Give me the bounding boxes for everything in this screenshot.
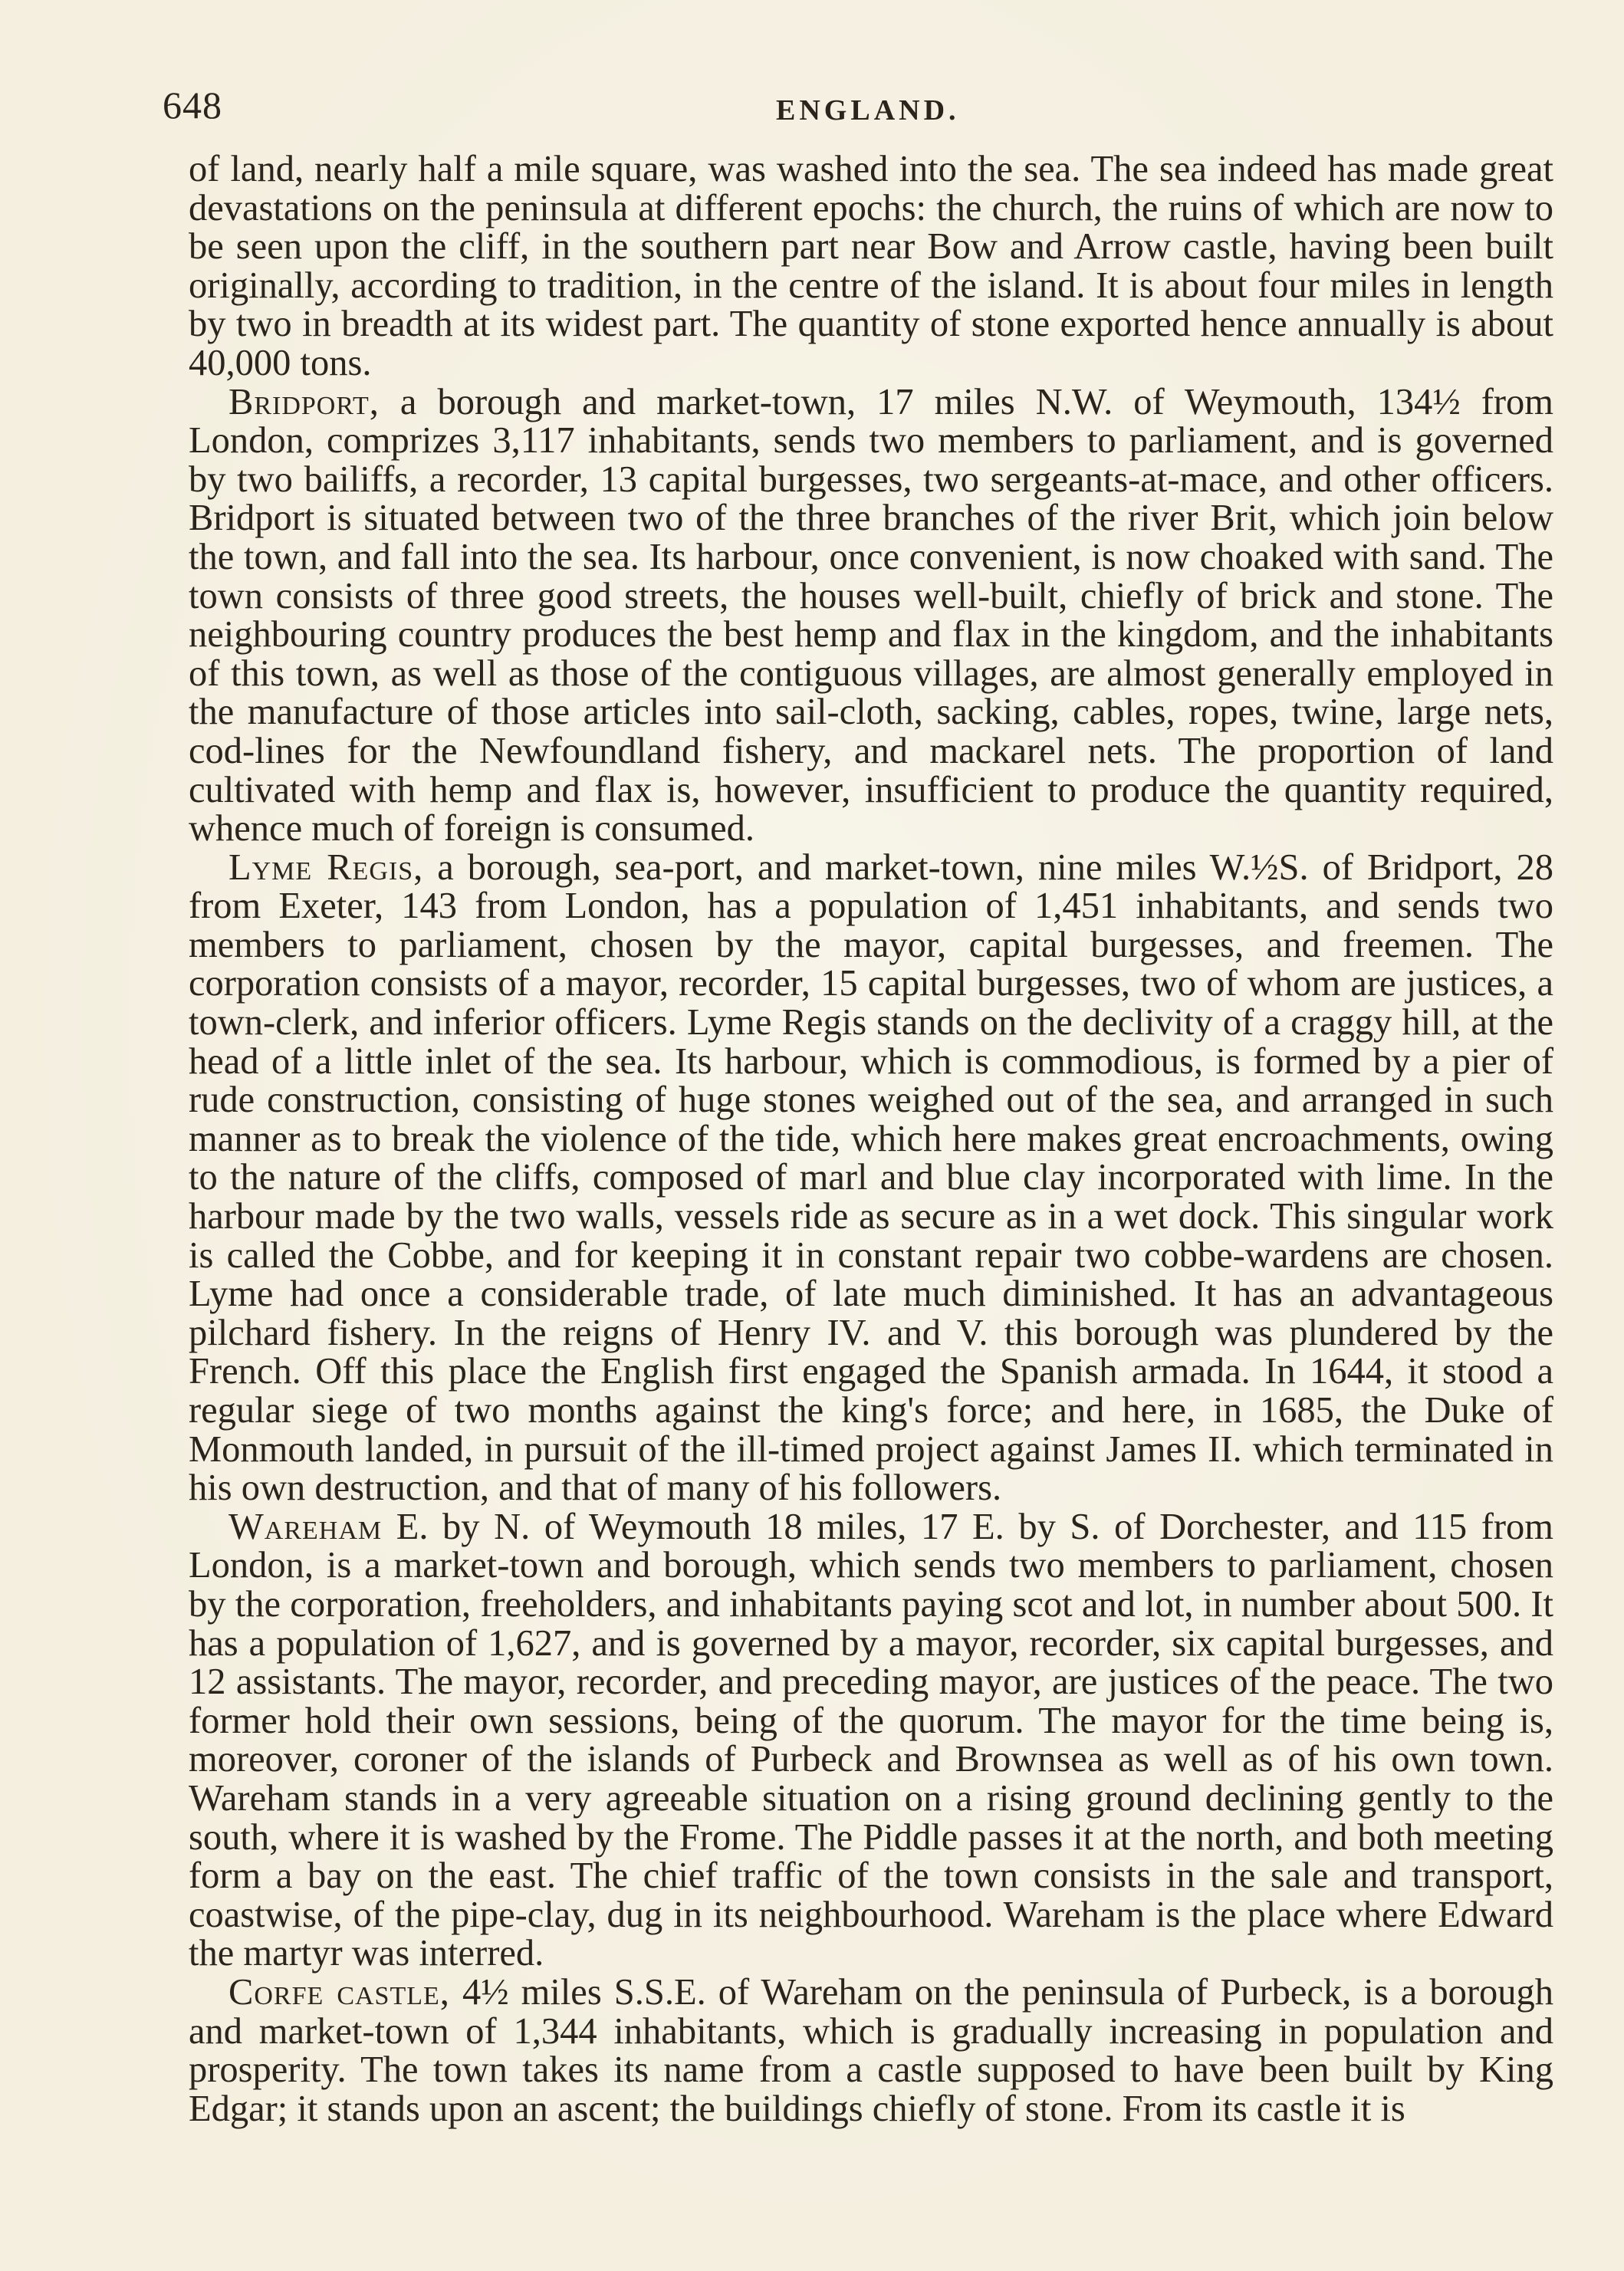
paragraph-text: a borough and market-town, 17 miles N.W. of Weymouth, 134½ from London, comprizes 3,117 inhabitants, sends two members to parliament, and is governed by two bailiffs, a recorder, 13 capital burgesses, two sergeants-at-mace, and other officers. Bridport is situated between two of the three branches of the river Brit, which join below the town, and fall into the sea. Its harbour, once convenient, is now choaked with sand. The town consists of three good streets, the houses well-built, chiefly of brick and stone. The neighbouring country produces the best hemp and flax in the kingdom, and the inhabitants of this town, as well as those of the contiguous villages, are almost generally employed in the manufacture of those articles into sail-cloth, sacking, cables, ropes, twine, large nets, cod-lines for the Newfoundland fishery, and mackarel nets. The proportion of land cultivated with hemp and flax is, however, insufficient to produce the quantity required, whence much of foreign is consumed. bbox=[189, 381, 1553, 850]
paragraph-text: 4½ miles S.S.E. of Wareham on the peninsula of Purbeck, is a borough and market-town of 1,344 inhabitants, which is gradually increasing in population and prosperity. The town takes its name from a castle supposed to have been built by King Edgar; it stands upon an ascent; the buildings chiefly of stone. From its castle it is bbox=[189, 1971, 1553, 2129]
paragraph-lyme-regis bbox=[189, 846, 1553, 1509]
place-name: Bridport, bbox=[228, 381, 380, 422]
paragraph-wareham bbox=[189, 1508, 1553, 1974]
place-name: Lyme Regis, bbox=[228, 846, 424, 888]
place-name: Wareham bbox=[228, 1506, 383, 1547]
body-text bbox=[189, 150, 1553, 2128]
running-title: ENGLAND. bbox=[776, 94, 960, 127]
paragraph-portland-continued bbox=[189, 150, 1553, 383]
paragraph-text: E. by N. of Weymouth 18 miles, 17 E. by S. of Dorchester, and 115 from London, is a market-town and borough, which sends two members to parliament, chosen by the corporation, freeholders, and inhabitants paying scot and lot, in number about 500. It has a population of 1,627, and is governed by a mayor, recorder, six capital burgesses, and 12 assistants. The mayor, recorder, and preceding mayor, are justices of the peace. The two former hold their own sessions, being of the quorum. The mayor for the time being is, moreover, coroner of the islands of Purbeck and Brownsea as well as of his own town. Wareham stands in a very agreeable situation on a rising ground declining gently to the south, where it is washed by the Frome. The Piddle passes it at the north, and both meeting form a bay on the east. The chief traffic of the town consists in the sale and transport, coastwise, of the pipe-clay, dug in its neighbourhood. Wareham is the place where Edward the martyr was interred. bbox=[189, 1506, 1553, 1974]
paragraph-text: a borough, sea-port, and market-town, nine miles W.½S. of Bridport, 28 from Exeter, 143 from London, has a population of 1,451 inhabitants, and sends two members to parliament, chosen by the mayor, capital burgesses, and freemen. The corporation consists of a mayor, recorder, 15 capital burgesses, two of whom are justices, a town-clerk, and inferior officers. Lyme Regis stands on the declivity of a craggy hill, at the head of a little inlet of the sea. Its harbour, which is commodious, is formed by a pier of rude construction, consisting of huge stones weighed out of the sea, and arranged in such manner as to break the violence of the tide, which here makes great encroachments, owing to the nature of the cliffs, composed of marl and blue clay incorporated with lime. In the harbour made by the two walls, vessels ride as secure as in a wet dock. This singular work is called the Cobbe, and for keeping it in constant repair two cobbe-wardens are chosen. Lyme had once a considerable trade, of late much diminished. It has an advantageous pilchard fishery. In the reigns of Henry IV. and V. this borough was plundered by the French. Off this place the English first engaged the Spanish armada. In 1644, it stood a regular siege of two months against the king's force; and here, in 1685, the Duke of Monmouth landed, in pursuit of the ill-timed project against James II. which terminated in his own destruction, and that of many of his followers. bbox=[189, 846, 1553, 1509]
paragraph-bridport bbox=[189, 383, 1553, 849]
place-name: Corfe castle, bbox=[228, 1971, 450, 2013]
running-head bbox=[163, 83, 1543, 129]
page-number: 648 bbox=[163, 84, 222, 127]
paragraph-corfe-castle bbox=[189, 1971, 1553, 2129]
paragraph-text: of land, nearly half a mile square, was washed into the sea. The sea indeed has made great devastations on the peninsula at different epochs: the church, the ruins of which are now to be seen upon the cliff, in the southern part near Bow and Arrow castle, having been built originally, according to tradition, in the centre of the island. It is about four miles in length by two in breadth at its widest part. The quantity of stone exported hence annually is about 40,000 tons. bbox=[189, 149, 1553, 383]
